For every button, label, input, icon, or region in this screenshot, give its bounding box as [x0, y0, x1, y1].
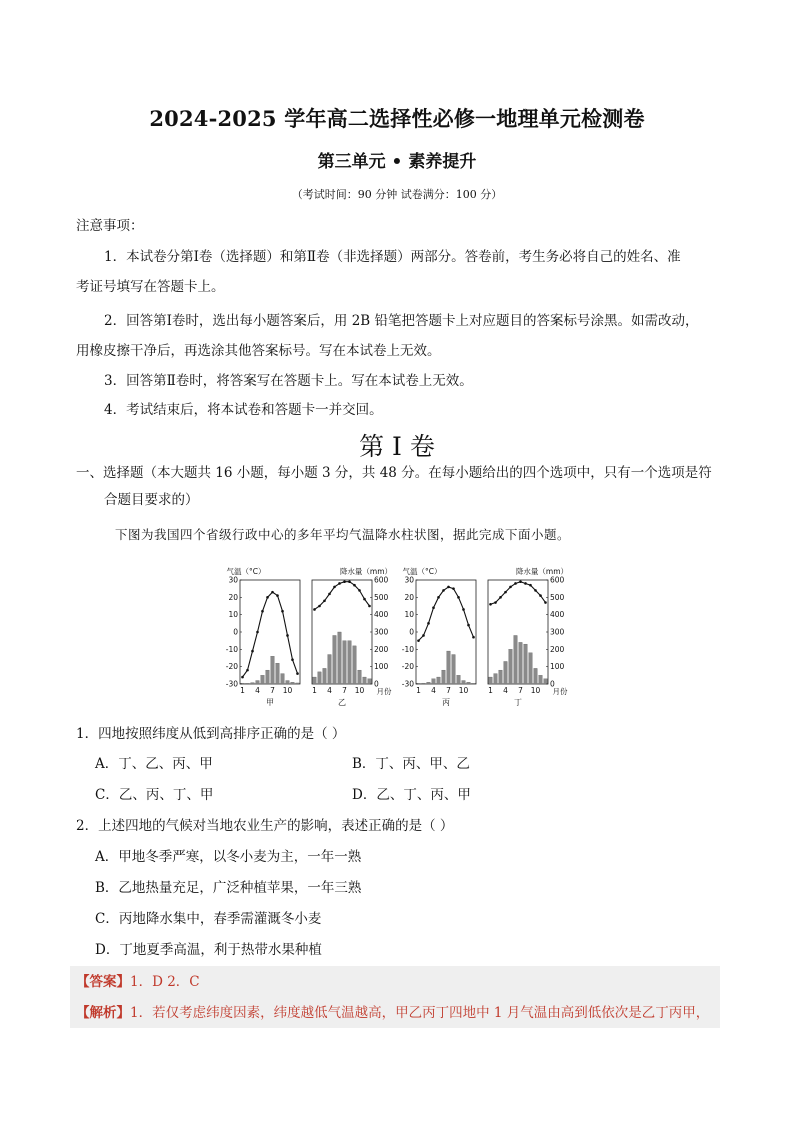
- precipitation-bar: [447, 651, 451, 684]
- precipitation-bar: [261, 675, 265, 684]
- month-tick-label: 1: [240, 686, 245, 695]
- precip-tick-label: 0: [550, 679, 555, 689]
- temperature-point: [504, 591, 507, 594]
- question-1-option-c: C．乙、丙、丁、甲: [95, 787, 214, 803]
- precip-tick-label: 600: [550, 575, 565, 585]
- precip-tick-label: 200: [550, 644, 565, 654]
- temperature-point: [286, 634, 289, 637]
- temp-tick-label: -20: [225, 662, 238, 672]
- month-tick-label: 10: [282, 686, 293, 695]
- precipitation-bar: [281, 674, 285, 684]
- temperature-point: [333, 586, 336, 589]
- month-tick-label: 10: [530, 686, 541, 695]
- month-unit-label: 月份: [552, 687, 568, 696]
- precipitation-bar: [358, 670, 362, 684]
- temp-tick-label: 30: [404, 575, 414, 585]
- precipitation-bar: [256, 681, 260, 684]
- month-tick-label: 4: [431, 686, 436, 695]
- precip-tick-label: 200: [374, 644, 389, 654]
- precipitation-bar: [432, 679, 436, 684]
- precipitation-bar: [427, 682, 431, 684]
- precip-tick-label: 0: [374, 679, 379, 689]
- precipitation-bar: [529, 653, 533, 684]
- answer-line: [76, 972, 200, 992]
- precipitation-bar: [499, 670, 503, 684]
- temperature-point: [363, 598, 366, 601]
- precip-tick-label: 300: [550, 627, 565, 637]
- temperature-point: [452, 587, 455, 590]
- temperature-point: [246, 669, 249, 672]
- temperature-point: [529, 584, 532, 587]
- exam-subtitle: 第三单元 • 素养提升: [317, 152, 477, 172]
- month-tick-label: 4: [327, 686, 332, 695]
- precipitation-bar: [286, 681, 290, 684]
- temperature-point: [256, 631, 259, 634]
- temperature-point: [241, 676, 244, 679]
- precipitation-bar: [246, 683, 250, 684]
- temperature-point: [427, 622, 430, 625]
- month-tick-label: 10: [458, 686, 469, 695]
- precipitation-bar: [338, 632, 342, 684]
- chart-frame: [240, 580, 300, 684]
- section-heading: 一、选择题（本大题共 16 小题，每小题 3 分，共 48 分。在每小题给出的四个选项中，只有一个选项是符: [76, 465, 712, 481]
- section-heading-cont: 合题目要求的）: [104, 492, 199, 508]
- note-item: 4．考试结束后，将本试卷和答题卡一并交回。: [104, 402, 383, 418]
- temperature-point: [432, 606, 435, 609]
- note-item: 考证号填写在答题卡上。: [76, 279, 225, 295]
- panel-label: 丙: [442, 698, 450, 707]
- temperature-point: [514, 582, 517, 585]
- temperature-line: [243, 592, 298, 677]
- panel-label: 丁: [514, 698, 522, 707]
- temp-tick-label: -10: [225, 644, 238, 654]
- month-tick-label: 7: [446, 686, 451, 695]
- temp-tick-label: -30: [225, 679, 238, 689]
- month-tick-label: 4: [255, 686, 260, 695]
- temp-tick-label: -30: [401, 679, 414, 689]
- month-tick-label: 1: [312, 686, 317, 695]
- temp-axis-label: 气温（°C）: [402, 567, 442, 576]
- temperature-point: [494, 601, 497, 604]
- temperature-point: [544, 601, 547, 604]
- precip-tick-label: 100: [550, 662, 565, 672]
- precipitation-bar: [544, 679, 548, 684]
- temperature-line: [315, 582, 370, 610]
- temperature-point: [499, 596, 502, 599]
- precipitation-bar: [422, 683, 426, 684]
- month-unit-label: 月份: [376, 687, 392, 696]
- precip-tick-label: 300: [374, 627, 389, 637]
- precip-axis-label: 降水量（mm）: [515, 567, 569, 576]
- figure-intro: 下图为我国四个省级行政中心的多年平均气温降水柱状图，据此完成下面小题。: [115, 527, 571, 542]
- notes-heading: 注意事项：: [76, 218, 144, 234]
- temperature-point: [368, 605, 371, 608]
- question-1-option-b: B．丁、丙、甲、乙: [352, 756, 470, 772]
- month-tick-label: 4: [503, 686, 508, 695]
- temp-tick-label: 10: [228, 610, 238, 620]
- temp-tick-label: 0: [409, 627, 414, 637]
- precipitation-bar: [333, 635, 337, 684]
- precipitation-bar: [363, 677, 367, 684]
- temperature-point: [422, 634, 425, 637]
- exam-title: 2024-2025 学年高二选择性必修一地理单元检测卷: [149, 106, 645, 131]
- temperature-point: [328, 593, 331, 596]
- temperature-point: [353, 584, 356, 587]
- precipitation-bar: [442, 670, 446, 684]
- precip-tick-label: 600: [374, 575, 389, 585]
- analysis-line: [76, 1003, 709, 1023]
- precipitation-bar: [524, 644, 528, 684]
- temperature-point: [338, 582, 341, 585]
- precipitation-bar: [368, 679, 372, 684]
- temperature-point: [472, 636, 475, 639]
- precipitation-bar: [534, 668, 538, 684]
- precipitation-bar: [251, 683, 255, 684]
- note-item: 1．本试卷分第Ⅰ卷（选择题）和第Ⅱ卷（非选择题）两部分。答卷前，考生务必将自己的姓名、准: [104, 249, 681, 265]
- temp-tick-label: 10: [404, 610, 414, 620]
- temperature-point: [261, 610, 264, 613]
- temperature-point: [313, 608, 316, 611]
- precipitation-bar: [519, 642, 523, 684]
- temperature-line: [491, 582, 546, 605]
- temperature-point: [348, 580, 351, 583]
- precipitation-bar: [462, 681, 466, 684]
- precipitation-bar: [271, 656, 275, 684]
- precipitation-bar: [276, 663, 280, 684]
- analysis-label: 【解析】: [76, 1005, 130, 1021]
- precip-tick-label: 500: [374, 592, 389, 602]
- note-item: 2．回答第Ⅰ卷时，选出每小题答案后，用 2B 铅笔把答题卡上对应题目的答案标号涂黑。如需改动，: [104, 313, 699, 329]
- question-2-option-c: C．丙地降水集中，春季需灌溉冬小麦: [95, 911, 322, 927]
- month-tick-label: 1: [416, 686, 421, 695]
- precipitation-bar: [437, 677, 441, 684]
- precipitation-bar: [467, 682, 471, 684]
- panel-label: 乙: [338, 698, 346, 707]
- note-item: 用橡皮擦干净后，再选涂其他答案标号。写在本试卷上无效。: [76, 343, 441, 359]
- temp-tick-label: 20: [404, 592, 414, 602]
- precipitation-bar: [504, 661, 508, 684]
- temp-tick-label: 0: [233, 627, 238, 637]
- temperature-point: [462, 608, 465, 611]
- precipitation-bar: [318, 672, 322, 684]
- temperature-point: [417, 639, 420, 642]
- precipitation-bar: [348, 641, 352, 684]
- temp-tick-label: -10: [401, 644, 414, 654]
- temperature-point: [467, 624, 470, 627]
- question-1-option-d: D．乙、丁、丙、甲: [352, 787, 471, 803]
- temperature-point: [534, 589, 537, 592]
- question-2-option-b: B．乙地热量充足，广泛种植苹果，一年三熟: [95, 880, 362, 896]
- precip-tick-label: 400: [550, 610, 565, 620]
- temperature-point: [296, 672, 299, 675]
- temp-tick-label: 30: [228, 575, 238, 585]
- answer-text: 1．D 2．C: [130, 974, 200, 990]
- precipitation-bar: [328, 655, 332, 684]
- temperature-point: [343, 580, 346, 583]
- part-title: 第 I 卷: [359, 432, 435, 461]
- precipitation-bar: [343, 641, 347, 684]
- chart-frame: [488, 580, 548, 684]
- precipitation-bar: [509, 649, 513, 684]
- temp-tick-label: 20: [228, 592, 238, 602]
- month-tick-label: 1: [488, 686, 493, 695]
- climate-chart-figure: [220, 562, 580, 710]
- note-item: 3．回答第Ⅱ卷时，将答案写在答题卡上。写在本试卷上无效。: [104, 373, 473, 389]
- precipitation-bar: [452, 655, 456, 684]
- precipitation-bar: [323, 668, 327, 684]
- temperature-point: [539, 594, 542, 597]
- month-tick-label: 7: [342, 686, 347, 695]
- temperature-point: [323, 600, 326, 603]
- precipitation-bar: [313, 677, 317, 684]
- temperature-point: [291, 658, 294, 661]
- month-tick-label: 10: [354, 686, 365, 695]
- temperature-point: [447, 586, 450, 589]
- question-1-option-a: A．丁、乙、丙、甲: [95, 756, 213, 772]
- precipitation-bar: [353, 646, 357, 684]
- temperature-point: [276, 594, 279, 597]
- temp-tick-label: -20: [401, 662, 414, 672]
- precipitation-bar: [296, 683, 300, 684]
- precipitation-bar: [457, 675, 461, 684]
- precipitation-bar: [514, 635, 518, 684]
- question-2-option-d: D．丁地夏季高温，利于热带水果种植: [95, 942, 322, 958]
- answer-label: 【答案】: [76, 974, 130, 990]
- precipitation-bar: [494, 674, 498, 684]
- precipitation-bar: [472, 683, 476, 684]
- precipitation-bar: [539, 675, 543, 684]
- question-2-stem: 2．上述四地的气候对当地农业生产的影响，表述正确的是（ ）: [76, 818, 454, 834]
- temperature-point: [519, 580, 522, 583]
- temperature-point: [266, 596, 269, 599]
- temperature-point: [281, 610, 284, 613]
- temperature-point: [489, 603, 492, 606]
- temperature-point: [318, 605, 321, 608]
- precipitation-bar: [291, 682, 295, 684]
- temperature-point: [524, 582, 527, 585]
- precip-tick-label: 400: [374, 610, 389, 620]
- panel-label: 甲: [266, 698, 274, 707]
- temp-axis-label: 气温（°C）: [226, 567, 266, 576]
- precip-axis-label: 降水量（mm）: [339, 567, 393, 576]
- precipitation-bar: [266, 670, 270, 684]
- temperature-point: [509, 586, 512, 589]
- exam-info: （考试时间：90 分钟 试卷满分：100 分）: [291, 188, 503, 201]
- month-tick-label: 7: [518, 686, 523, 695]
- temperature-line: [419, 587, 474, 641]
- precip-tick-label: 100: [374, 662, 389, 672]
- analysis-text: 1．若仅考虑纬度因素，纬度越低气温越高，甲乙丙丁四地中 1 月气温由高到低依次是乙丁丙甲，: [130, 1005, 710, 1021]
- temperature-point: [358, 589, 361, 592]
- question-1-stem: 1．四地按照纬度从低到高排序正确的是（ ）: [76, 726, 346, 742]
- temperature-point: [251, 650, 254, 653]
- temperature-point: [457, 596, 460, 599]
- month-tick-label: 7: [270, 686, 275, 695]
- question-2-option-a: A．甲地冬季严寒，以冬小麦为主，一年一熟: [95, 849, 362, 865]
- precip-tick-label: 500: [550, 592, 565, 602]
- temperature-point: [271, 591, 274, 594]
- precipitation-bar: [489, 677, 493, 684]
- temperature-point: [437, 596, 440, 599]
- temperature-point: [442, 589, 445, 592]
